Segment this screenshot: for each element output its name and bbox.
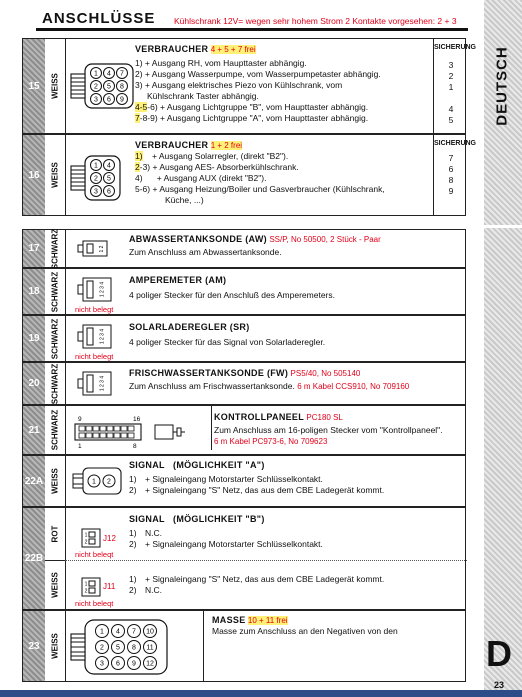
svg-text:1: 1 bbox=[84, 581, 88, 588]
text-line: 4-5-6) + Ausgang Lichtgruppe "B", vom Haupttaster abhängig. bbox=[135, 102, 369, 112]
page-note: Kühlschrank 12V= wegen sehr hohem Strom 2 Kontakte vorgesehen: 2 + 3 bbox=[174, 16, 457, 26]
section-title: KONTROLLPANEEL bbox=[214, 412, 305, 422]
text-line: 5-6) + Ausgang Heizung/Boiler und Gasverbraucher (Kühlschrank, bbox=[135, 184, 385, 194]
section-title: VERBRAUCHER bbox=[135, 44, 209, 54]
svg-text:9: 9 bbox=[78, 416, 82, 423]
section-title: SIGNAL (MÖGLICHKEIT "B") bbox=[129, 514, 265, 524]
connector-4pin-icon bbox=[77, 324, 115, 350]
annotation: PC180 SL bbox=[306, 413, 343, 422]
svg-text:1 2 3 4: 1 2 3 4 bbox=[99, 328, 106, 345]
annotation: SS/P, No 50500, 2 Stück - Paar bbox=[269, 235, 381, 244]
row-content bbox=[129, 275, 465, 301]
section-title: MASSE bbox=[212, 615, 246, 625]
connector-label-j12: J12 bbox=[103, 534, 116, 543]
row-17 bbox=[22, 229, 466, 268]
pin-label: 5 bbox=[107, 83, 111, 91]
row-19 bbox=[22, 315, 466, 362]
row-16 bbox=[22, 134, 477, 216]
connector-j12-icon bbox=[81, 528, 101, 548]
wire-color: WEISS bbox=[45, 135, 66, 215]
section-letter: D bbox=[486, 633, 512, 674]
pin-label: 1 bbox=[94, 70, 98, 78]
row-21 bbox=[22, 405, 466, 455]
pin-label: 10 bbox=[146, 628, 154, 636]
pin-label: 12 bbox=[146, 660, 154, 668]
row-content bbox=[129, 460, 465, 496]
fuse-column: SICHERUNG 7 6 8 9 bbox=[433, 135, 468, 215]
page-title: ANSCHLÜSSE bbox=[42, 10, 156, 27]
text-line: 2) + Signaleingang Motorstarter Schlüsselkontakt. bbox=[129, 539, 323, 549]
pin-label: 8 bbox=[120, 83, 124, 91]
pin-label: 4 bbox=[107, 70, 111, 78]
pin-label: 2 bbox=[94, 175, 98, 183]
text-line: Masse zum Anschluss an den Negativen von den bbox=[212, 626, 398, 636]
text-line: 4) + Ausgang AUX (direkt "B2"). bbox=[135, 173, 267, 183]
text-line: Zum Anschluss am Abwassertanksonde. bbox=[129, 247, 282, 257]
row-content bbox=[129, 368, 465, 392]
pin-label: 2 bbox=[100, 644, 104, 652]
wire-color: SCHWARZ bbox=[45, 230, 66, 267]
svg-text:2: 2 bbox=[84, 539, 88, 546]
row-number: 16 bbox=[23, 135, 45, 215]
svg-text:16: 16 bbox=[133, 416, 141, 423]
row-number: 20 bbox=[23, 363, 45, 404]
connector-12pin-icon bbox=[69, 617, 199, 677]
connector-label-j11: J11 bbox=[103, 582, 116, 591]
wire-color-top: ROT bbox=[45, 508, 66, 561]
page-number: 23 bbox=[493, 680, 504, 690]
svg-text:2: 2 bbox=[107, 478, 111, 486]
row-content bbox=[129, 322, 465, 348]
row-number: 19 bbox=[23, 316, 45, 361]
row-number: 18 bbox=[23, 269, 45, 314]
wire-color: SCHWARZ bbox=[45, 363, 66, 404]
pin-label: 4 bbox=[107, 162, 111, 170]
pin-label: 7 bbox=[120, 70, 124, 78]
pin-label: 5 bbox=[107, 175, 111, 183]
svg-text:8: 8 bbox=[133, 443, 137, 450]
row-content bbox=[135, 44, 431, 124]
connector-4pin-icon bbox=[77, 371, 115, 397]
pin-label: 3 bbox=[94, 96, 98, 104]
wire-color: WEISS bbox=[45, 39, 66, 133]
section-title: SOLARLADEREGLER (SR) bbox=[129, 322, 250, 332]
pin-label: 6 bbox=[116, 660, 120, 668]
text-line: 1) + Signaleingang "S" Netz, das aus dem CBE Ladegerät kommt. bbox=[129, 574, 385, 584]
row-content bbox=[211, 406, 465, 450]
row-22b bbox=[22, 507, 466, 610]
text-line: 2) N.C. bbox=[129, 585, 162, 595]
pin-label: 6 bbox=[107, 188, 111, 196]
row-content bbox=[129, 514, 465, 550]
row-content-b bbox=[129, 574, 465, 596]
language-label: DEUTSCH bbox=[493, 46, 511, 126]
annotation: 1 + 2 frei bbox=[210, 141, 243, 150]
text-line: Küche, ...) bbox=[165, 195, 204, 205]
connector-j11-icon bbox=[81, 577, 101, 597]
pin-label: 8 bbox=[132, 644, 136, 652]
not-used-note: nicht beleqt bbox=[75, 599, 114, 608]
text-line: 1) N.C. bbox=[129, 528, 162, 538]
pin-label: 5 bbox=[116, 644, 120, 652]
pin-label: 2 bbox=[94, 83, 98, 91]
svg-text:1: 1 bbox=[78, 443, 82, 450]
row-content bbox=[135, 140, 431, 206]
section-title: SIGNAL (MÖGLICHKEIT "A") bbox=[129, 460, 265, 470]
bottom-bar bbox=[0, 690, 522, 697]
pin-label: 9 bbox=[132, 660, 136, 668]
text-line: Zum Anschluss am 16-poligen Stecker vom "Kontrollpaneel". bbox=[214, 425, 443, 435]
text-line: 1) + Signaleingang Motorstarter Schlüsselkontakt. bbox=[129, 474, 323, 484]
text-line: 4 poliger Stecker für das Signal von Solarladeregler. bbox=[129, 337, 326, 347]
row-number: 21 bbox=[23, 406, 45, 454]
wire-color-bottom: WEISS bbox=[45, 560, 66, 609]
svg-text:1 2: 1 2 bbox=[99, 245, 105, 253]
pin-label: 4 bbox=[116, 628, 120, 636]
connector-2pin-icon bbox=[77, 240, 111, 258]
section-title: ABWASSERTANKSONDE (AW) bbox=[129, 234, 267, 244]
row-number: 22B bbox=[23, 508, 45, 609]
text-line: 3) + Ausgang elektrisches Piezo von Kühlschrank, vom bbox=[135, 80, 343, 90]
connector-16pin-icon bbox=[69, 414, 199, 450]
row-number: 17 bbox=[23, 230, 45, 267]
pin-label: 3 bbox=[94, 188, 98, 196]
not-used-note: nicht belegt bbox=[75, 352, 114, 361]
pin-label: 11 bbox=[146, 644, 154, 652]
side-strip-bottom bbox=[484, 228, 522, 690]
pin-label: 9 bbox=[120, 96, 124, 104]
svg-text:1: 1 bbox=[92, 478, 96, 486]
text-line: 2-3) + Ausgang AES- Absorberkühlschrank. bbox=[135, 162, 299, 172]
not-used-note: nicht beleqt bbox=[75, 550, 114, 559]
text-line: 2) + Ausgang Wasserpumpe, vom Wasserpumpetaster abhängig. bbox=[135, 69, 381, 79]
pin-label: 1 bbox=[100, 628, 104, 636]
pin-label: 7 bbox=[132, 628, 136, 636]
text-line: 1) + Ausgang Solarregler, (direkt "B2"). bbox=[135, 151, 289, 161]
connector-2pin-round-icon bbox=[71, 466, 123, 496]
text-line: 2) + Signaleingang "S" Netz, das aus dem CBE Ladegerät kommt. bbox=[129, 485, 385, 495]
text-line: 4 poliger Stecker für den Anschluß des Amperemeters. bbox=[129, 290, 335, 300]
row-18 bbox=[22, 268, 466, 315]
text-line: Zum Anschluss am Frischwassertanksonde. 6 m Kabel CCS910, No 709160 bbox=[129, 381, 410, 391]
title-rule bbox=[36, 28, 468, 31]
row-content bbox=[203, 611, 465, 681]
pin-label: 1 bbox=[94, 162, 98, 170]
row-23 bbox=[22, 610, 466, 682]
wire-color: SCHWARZ bbox=[45, 406, 66, 454]
wire-color: WEISS bbox=[45, 456, 66, 506]
svg-text:1 2 3 4: 1 2 3 4 bbox=[99, 375, 106, 392]
row-content bbox=[129, 234, 465, 258]
annotation: PS5/40, No 505140 bbox=[290, 369, 361, 378]
svg-text:2: 2 bbox=[84, 588, 88, 595]
annotation: 10 + 11 frei bbox=[247, 616, 288, 625]
row-20 bbox=[22, 362, 466, 405]
row-number: 22A bbox=[23, 456, 45, 506]
divider bbox=[65, 560, 467, 561]
connector-4pin-icon bbox=[77, 277, 115, 303]
wire-color: SCHWARZ bbox=[45, 316, 66, 361]
annotation: 4 + 5 + 7 frei bbox=[210, 45, 256, 54]
not-used-note: nicht belegt bbox=[75, 305, 114, 314]
svg-text:1 2 3 4: 1 2 3 4 bbox=[99, 281, 106, 298]
pin-label: 3 bbox=[100, 660, 104, 668]
section-title: VERBRAUCHER bbox=[135, 140, 209, 150]
text-line: 6 m Kabel PC973-6, No 709623 bbox=[214, 437, 328, 446]
wire-color: SCHWARZ bbox=[45, 269, 66, 314]
connector-9pin-icon bbox=[69, 61, 135, 111]
connector-6pin-icon bbox=[69, 153, 123, 203]
pin-label: 6 bbox=[107, 96, 111, 104]
fuse-column: SICHERUNG 3 2 1 4 5 bbox=[433, 39, 468, 133]
text-line: Kühlschrank Taster abhängig. bbox=[147, 91, 259, 101]
svg-text:1: 1 bbox=[84, 532, 88, 539]
section-title: AMPEREMETER (AM) bbox=[129, 275, 227, 285]
row-15 bbox=[22, 38, 477, 134]
row-number: 23 bbox=[23, 611, 45, 681]
section-title: FRISCHWASSERTANKSONDE (FW) bbox=[129, 368, 289, 378]
row-number: 15 bbox=[23, 39, 45, 133]
row-22a bbox=[22, 455, 466, 507]
text-line: 1) + Ausgang RH, vom Haupttaster abhängig. bbox=[135, 58, 307, 68]
wire-color: WEISS bbox=[45, 611, 66, 681]
text-line: 7-8-9) + Ausgang Lichtgruppe "A", vom Haupttaster abhängig. bbox=[135, 113, 369, 123]
